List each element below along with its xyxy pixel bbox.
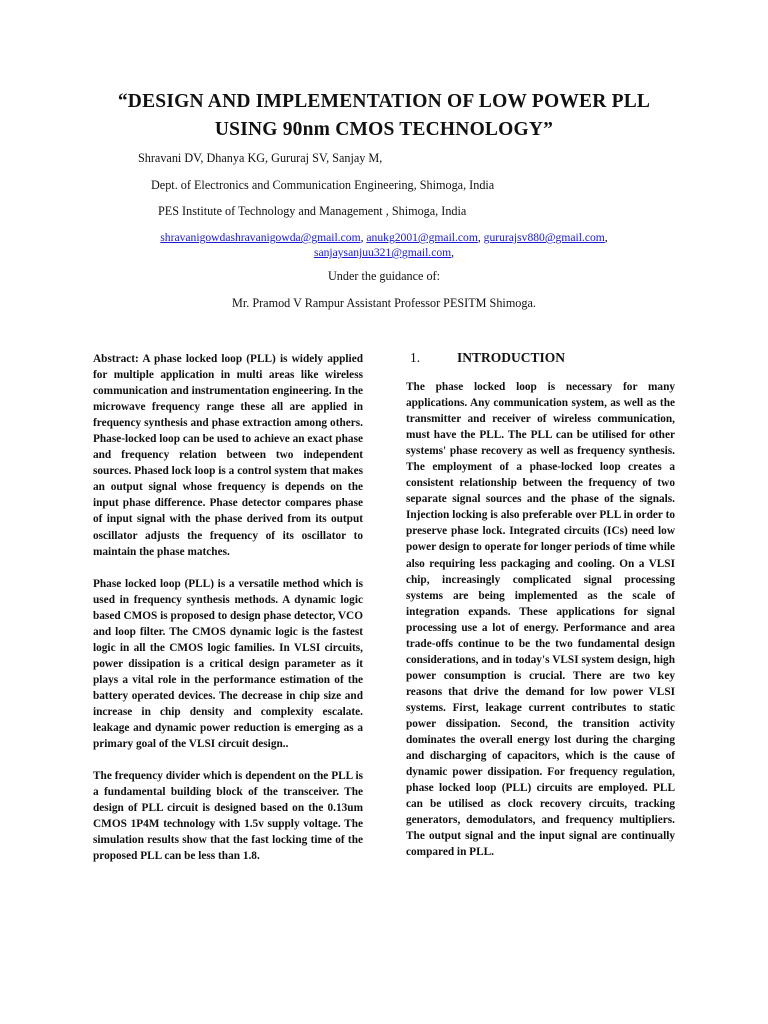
body-paragraph: Phase locked loop (PLL) is a versatile method which is used in frequency synthesis methods. A dynamic logic based CMOS is proposed to design phase detector, VCO and loop filter. The CMOS dynamic logic is the fastest logic in all the CMOS logic families. In VLSI circuits, power dissipation is a critical design parameter as it plays a vital role in the performance estimation of the battery operated devices. The decrease in chip size and increase in chip density and complexity escalate. leakage and dynamic power reduction is emerging as a primary goal of the VLSI circuit design..	[93, 577, 364, 751]
email-link[interactable]: gururajsv880@gmail.com	[483, 231, 605, 244]
section-number: 1.	[410, 350, 421, 365]
authors: Shravani DV, Dhanya KG, Gururaj SV, Sanjay M,	[138, 151, 383, 165]
body-paragraph: The frequency divider which is dependent on the PLL is a fundamental building block of the transceiver. The design of PLL circuit is designed based on the 0.13um CMOS 1P4M technology with 1.5v supply voltage. The simulation results show that the fast locking time of the proposed PLL can be less than 1.8.	[93, 770, 363, 863]
section-title: INTRODUCTION	[457, 350, 566, 365]
title-line-2: USING 90nm CMOS TECHNOLOGY”	[214, 119, 554, 140]
institute: PES Institute of Technology and Management , Shimoga, India	[158, 204, 467, 218]
introduction-column	[406, 379, 675, 876]
email-link[interactable]: sanjaysanjuu321@gmail.com	[313, 246, 452, 259]
abstract-column	[93, 351, 363, 880]
department: Dept. of Electronics and Communication Engineering, Shimoga, India	[151, 178, 495, 192]
abstract-paragraph: Abstract: A phase locked loop (PLL) is widely applied for multiple application in multi areas like wireless communication and instrumentation engineering. In the microwave frequency range these all are applied in frequency synthesis and phase extraction among others. Phase-locked loop can be used to achieve an exact phase and frequency relation between two independent sources. Phased lock loop is a control system that makes an output signal whose frequency is depends on the input phase difference. Phase detector compares phase of input signal with the phase derived from its output oscillator adjusts the frequency of its oscillator to maintain the phase matches.	[93, 353, 363, 558]
section-heading	[410, 350, 565, 366]
guide-name: Mr. Pramod V Rampur Assistant Professor PESITM Shimoga.	[232, 296, 536, 310]
email-link[interactable]: shravanigowdashravanigowda@gmail.com	[160, 231, 361, 244]
email-link[interactable]: anukg2001@gmail.com	[366, 231, 478, 244]
title-line-1: “DESIGN AND IMPLEMENTATION OF LOW POWER PLL	[117, 91, 651, 112]
email-list: shravanigowdashravanigowda@gmail.com, anukg2001@gmail.com, gururajsv880@gmail.com, sanjaysanjuu321@gmail.com,	[160, 231, 608, 259]
introduction-paragraph: The phase locked loop is necessary for many applications. Any communication system, as well as the transmitter and receiver of wireless communication, must have the PLL. The PLL can be utilised for other systems' phase recovery as well as frequency synthesis. The employment of a phase-locked loop creates a consistent relationship between the frequency of two separate signal sources and the phase of the signals. Injection locking is also preferable over PLL in order to preserve phase lock. Integrated circuits (ICs) need low power design to operate for longer periods of time while also requiring less packaging and cooling. On a VLSI chip, increasingly complicated signal processing systems are being implemented as the scale of integration expands. These applications for signal processing use a lot of energy. Performance and area trade-offs continue to be the two fundamental design considerations, and in today's VLSI system design, high power consumption is crucial. There are two key reasons that drive the demand for low power VLSI systems. First, leakage current contributes to static power dissipation. Second, the transition activity dominates the overall energy lost during the charging and discharging of capacitors, which is the cause of dynamic power dissipation. For frequency regulation, phase locked loop (PLL) circuits are employed. PLL can be utilised as clock recovery circuits, tracking generators, demodulators, and frequency multipliers. The output signal and the input signal are continually compared in PLL.	[406, 381, 675, 859]
guidance-label: Under the guidance of:	[327, 269, 440, 283]
paper-title	[60, 88, 708, 144]
